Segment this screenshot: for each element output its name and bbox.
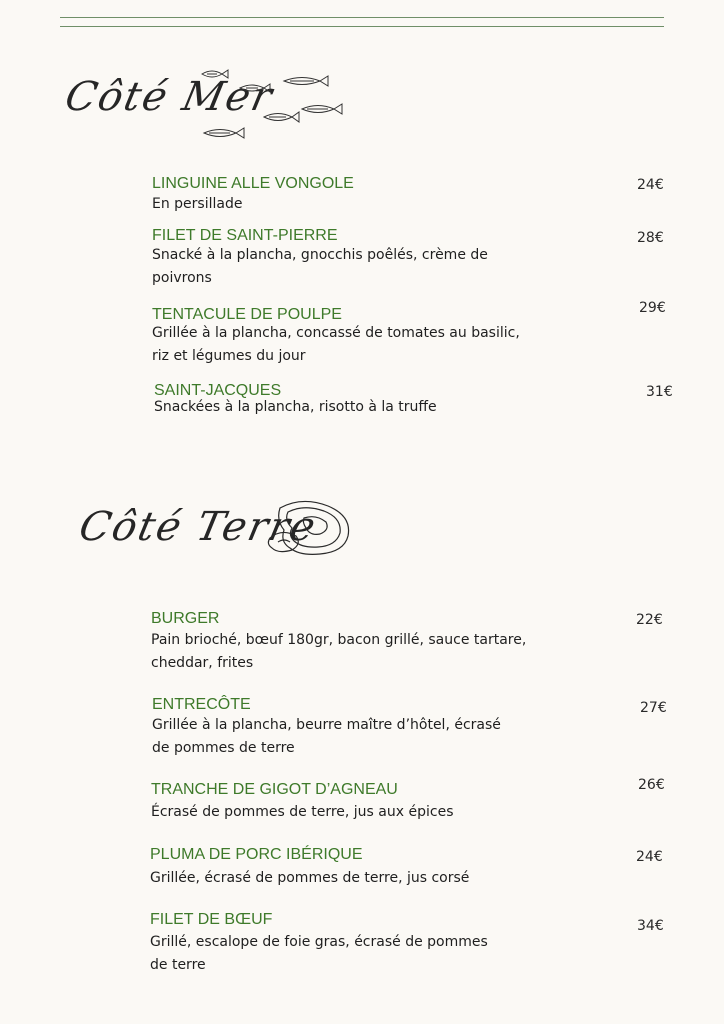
menu-item-name: SAINT-JACQUES: [154, 382, 282, 399]
menu-item-name: ENTRECÔTE: [152, 696, 251, 713]
menu-item-description: Écrasé de pommes de terre, jus aux épices: [151, 804, 454, 820]
menu-item-name: TRANCHE DE GIGOT D’AGNEAU: [151, 781, 398, 798]
menu-item-price: 28€: [637, 230, 664, 246]
menu-item-price: 27€: [640, 700, 667, 716]
menu-item-description: Snacké à la plancha, gnocchis poêlés, crème de poivrons: [152, 247, 488, 286]
menu-item-name: LINGUINE ALLE VONGOLE: [152, 175, 354, 192]
fish-school-icon: [196, 66, 356, 146]
top-rule-upper: [60, 17, 664, 18]
menu-item-price: 24€: [636, 849, 663, 865]
menu-item-price: 31€: [646, 384, 673, 400]
menu-item-name: BURGER: [151, 610, 220, 627]
menu-item-price: 34€: [637, 918, 664, 934]
menu-item-price: 24€: [637, 177, 664, 193]
menu-item-name: PLUMA DE PORC IBÉRIQUE: [150, 846, 363, 863]
menu-item-name: FILET DE BŒUF: [150, 911, 273, 928]
section-title-mer: Côté Mer: [61, 74, 278, 120]
menu-item-name: TENTACULE DE POULPE: [152, 306, 342, 323]
menu-item-description: Grillée, écrasé de pommes de terre, jus corsé: [150, 870, 470, 886]
menu-item-price: 29€: [639, 300, 666, 316]
menu-item-description: Grillé, escalope de foie gras, écrasé de pommes de terre: [150, 934, 488, 973]
top-rule-lower: [60, 26, 664, 27]
menu-item-price: 26€: [638, 777, 665, 793]
menu-item-description: Snackées à la plancha, risotto à la truffe: [154, 399, 437, 415]
menu-item-description: En persillade: [152, 196, 243, 212]
section-title-terre: Côté Terre: [75, 504, 322, 550]
menu-item-description: Pain brioché, bœuf 180gr, bacon grillé, sauce tartare, cheddar, frites: [151, 632, 527, 671]
steak-icon: [266, 498, 356, 562]
menu-item-description: Grillée à la plancha, concassé de tomates au basilic, riz et légumes du jour: [152, 325, 520, 364]
menu-item-price: 22€: [636, 612, 663, 628]
menu-item-description: Grillée à la plancha, beurre maître d’hôtel, écrasé de pommes de terre: [152, 717, 501, 756]
menu-item-name: FILET DE SAINT-PIERRE: [152, 227, 338, 244]
